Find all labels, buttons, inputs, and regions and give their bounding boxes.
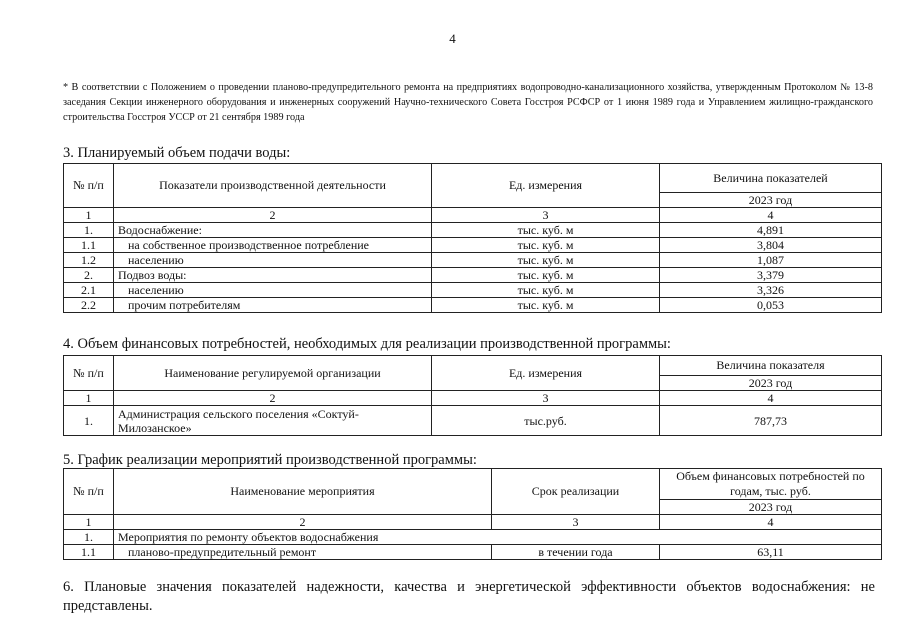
row-unit: тыс. куб. м <box>432 253 660 268</box>
col-number: 4 <box>660 391 882 406</box>
col-number: 3 <box>432 208 660 223</box>
header-year: 2023 год <box>660 193 882 208</box>
section5-title: 5. График реализации мероприятий производственной программы: <box>63 452 477 468</box>
row-name: Администрация сельского поселения «Соктуй-Милозанское» <box>114 406 432 436</box>
header-value: Величина показателя <box>660 356 882 376</box>
row-name: Мероприятия по ремонту объектов водоснабжения <box>114 530 882 545</box>
header-num: № п/п <box>64 469 114 515</box>
table-row <box>64 268 882 283</box>
table-row <box>64 253 882 268</box>
row-value: 1,087 <box>660 253 882 268</box>
row-value: 4,891 <box>660 223 882 238</box>
table-row <box>64 238 882 253</box>
header-unit: Ед. измерения <box>432 164 660 208</box>
col-number: 2 <box>114 208 432 223</box>
col-number: 2 <box>114 515 492 530</box>
header-org: Наименование регулируемой организации <box>114 356 432 391</box>
row-value: 63,11 <box>660 545 882 560</box>
col-number: 1 <box>64 208 114 223</box>
row-name: на собственное производственное потребление <box>114 238 432 253</box>
table-row <box>64 530 882 545</box>
footnote: * В соответствии с Положением о проведении планово-предупредительного ремонта на предприятиях водопроводно-канализационного хозяйства, утвержденным Протоколом № 13-8 заседания Секции инженерного оборудования и инженерных сооружений Научно-технического Совета Госстроя РСФСР от 1 июня 1989 года и Управлением жилищно-гражданского строительства Госстроя УССР от 21 сентября 1989 года <box>63 82 873 123</box>
row-unit: тыс.руб. <box>432 406 660 436</box>
header-num: № п/п <box>64 356 114 391</box>
col-number: 3 <box>492 515 660 530</box>
header-term: Срок реализации <box>492 469 660 515</box>
row-value: 3,804 <box>660 238 882 253</box>
col-number: 1 <box>64 391 114 406</box>
row-num: 1.1 <box>64 545 114 560</box>
header-indicator: Показатели производственной деятельности <box>114 164 432 208</box>
table-row <box>64 223 882 238</box>
col-number: 1 <box>64 515 114 530</box>
header-name: Наименование мероприятия <box>114 469 492 515</box>
row-num: 1. <box>64 406 114 436</box>
header-value: Объем финансовых потребностей по годам, тыс. руб. <box>660 469 882 500</box>
row-num: 2.1 <box>64 283 114 298</box>
row-num: 1.2 <box>64 253 114 268</box>
header-value: Величина показателей <box>660 164 882 193</box>
header-unit: Ед. измерения <box>432 356 660 391</box>
table-row <box>64 545 882 560</box>
row-name: прочим потребителям <box>114 298 432 313</box>
row-unit: тыс. куб. м <box>432 283 660 298</box>
header-year: 2023 год <box>660 376 882 391</box>
header-num: № п/п <box>64 164 114 208</box>
row-num: 2.2 <box>64 298 114 313</box>
page-number: 4 <box>449 31 456 46</box>
row-num: 1. <box>64 530 114 545</box>
row-value: 3,326 <box>660 283 882 298</box>
table-row <box>64 283 882 298</box>
row-unit: тыс. куб. м <box>432 238 660 253</box>
row-num: 1. <box>64 223 114 238</box>
row-value: 787,73 <box>660 406 882 436</box>
col-number: 4 <box>660 515 882 530</box>
col-number: 3 <box>432 391 660 406</box>
section3-title: 3. Планируемый объем подачи воды: <box>63 145 291 161</box>
table-row <box>64 406 882 436</box>
row-value: 3,379 <box>660 268 882 283</box>
col-number: 4 <box>660 208 882 223</box>
row-term: в течении года <box>492 545 660 560</box>
row-unit: тыс. куб. м <box>432 298 660 313</box>
row-num: 2. <box>64 268 114 283</box>
col-number: 2 <box>114 391 432 406</box>
section4-title: 4. Объем финансовых потребностей, необходимых для реализации производственной программы: <box>63 336 671 352</box>
row-name: планово-предупредительный ремонт <box>114 545 492 560</box>
row-name: Водоснабжение: <box>114 223 432 238</box>
program-schedule-table <box>63 468 882 560</box>
table-row <box>64 298 882 313</box>
section6-text: 6. Плановые значения показателей надежности, качества и энергетической эффективности объектов водоснабжения: не представлены. <box>63 579 875 614</box>
row-name: населению <box>114 253 432 268</box>
row-unit: тыс. куб. м <box>432 223 660 238</box>
row-num: 1.1 <box>64 238 114 253</box>
water-supply-table <box>63 163 882 313</box>
row-value: 0,053 <box>660 298 882 313</box>
row-name: населению <box>114 283 432 298</box>
header-year: 2023 год <box>660 500 882 515</box>
row-name: Подвоз воды: <box>114 268 432 283</box>
row-unit: тыс. куб. м <box>432 268 660 283</box>
financial-needs-table <box>63 355 882 436</box>
